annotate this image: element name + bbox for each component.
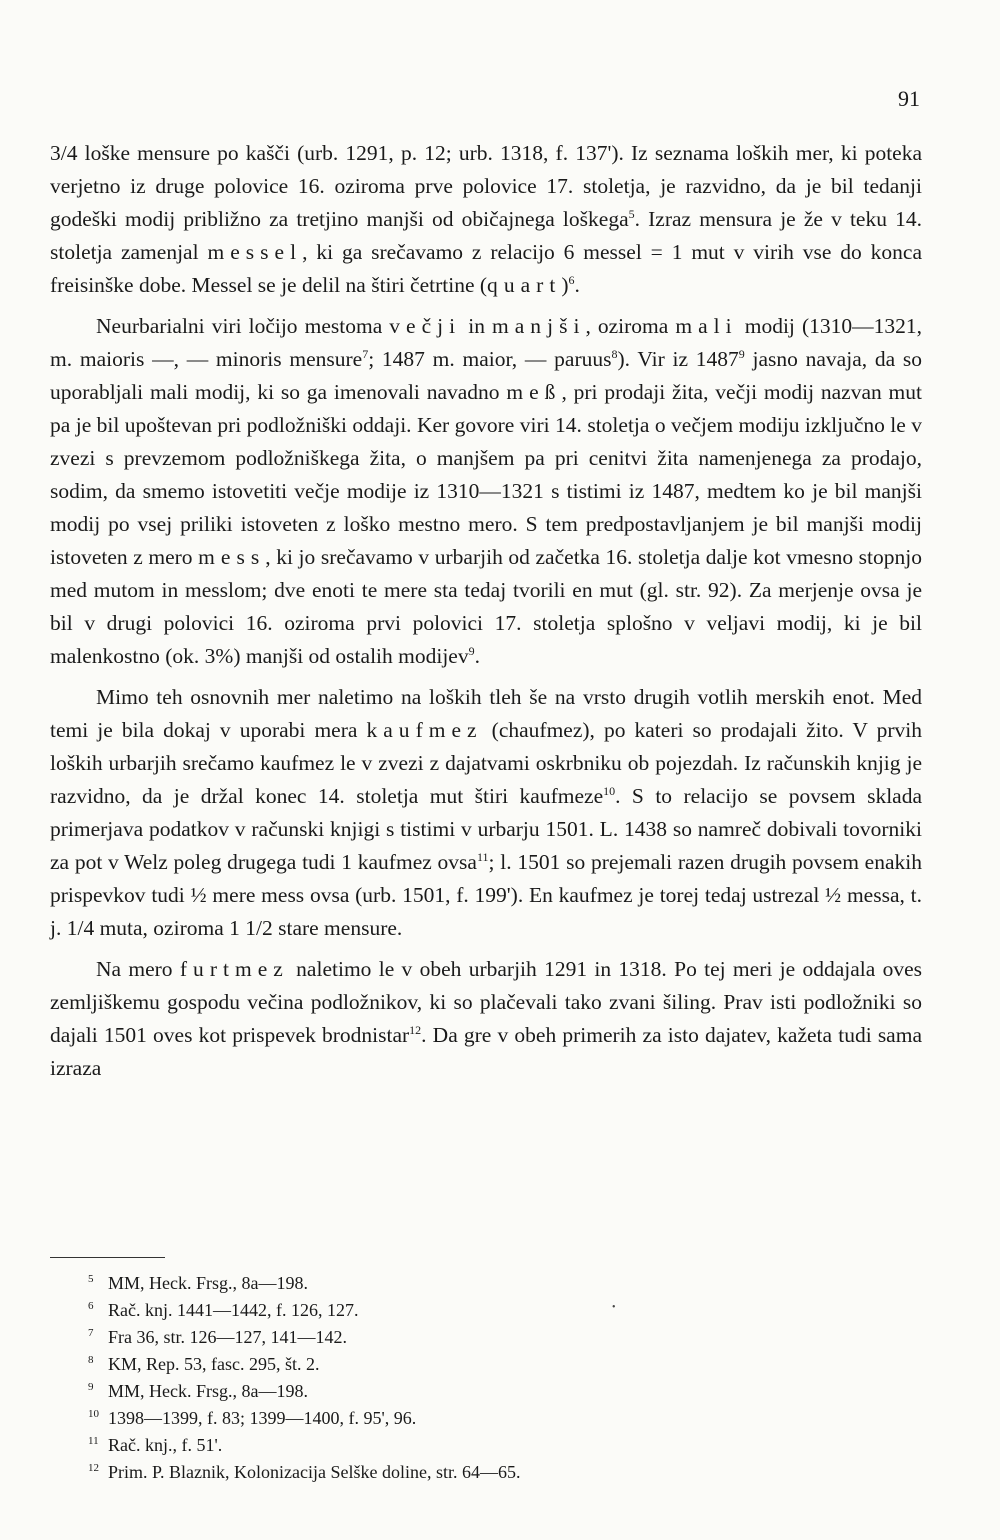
- footnote: 10 1398—1399, f. 83; 1399—1400, f. 95', 96.: [88, 1408, 417, 1428]
- footnote-ref: 7: [362, 346, 369, 361]
- footnote-text: MM, Heck. Frsg., 8a—198.: [108, 1273, 308, 1293]
- footnote-text: KM, Rep. 53, fasc. 295, št. 2.: [108, 1354, 320, 1374]
- footnote-text: Fra 36, str. 126—127, 141—142.: [108, 1327, 348, 1347]
- footnote-text: Rač. knj. 1441—1442, f. 126, 127.: [108, 1300, 359, 1320]
- paragraph-p2: Neurbarialni viri ločijo mestoma večji in manjši, oziroma mali modij (1310—1321, m. maioris —, — minoris mensure$^7$; 1487 m. maior, — paruus$^8$). Vir iz 1487$^9$ jasno navaja, da so uporabljali mali modij, ki so ga imenovali navadno meß, pri prodaji žita, večji modij nazvan mut pa je bil upoštevan pri podložniški oddaji. Ker govore viri 14. stoletja o večjem modiju izključno le v zvezi s prevzemom podložniškega žita, o manjšem pa pri cenitvi žita namenjenega za prodajo, sodim, da smemo istovetiti večje modije iz 1310—1321 s tistimi iz 1487, medtem ko je bil manjši modij po vsej priliki istoveten z loško mestno mero. S tem predpostavljanjem je bil manjši modij istoveten z mero mess, ki jo srečavamo v urbarjih od začetka 16. stoletja dalje kot vmesno stopnjo med mutom in messlom; dve enoti te mere sta tedaj tvorili en mut (gl. str. 92). Za merjenje ovsa je bil v drugi polovici 16. oziroma prvi polovici 17. stoletja splošno v veljavi modij, ki je bil malenkostno (ok. 3%) manjši od ostalih modijev$^9$.: [50, 314, 923, 668]
- footnote-ref: 9: [738, 346, 745, 361]
- footnote-ref: 10: [603, 783, 616, 798]
- paragraph-p4: Na mero furtmez naletimo le v obeh urbarjih 1291 in 1318. Po tej meri je oddajala oves zemljiškemu gospodu večina podložnikov, ki so plačevali tako zvani šiling. Prav isti podložniki so dajali 1501 oves kot prispevek brodnistar$^{12}$. Da gre v obeh primerih za isto dajatev, kažeta tudi sama izraza: [50, 957, 923, 1080]
- body-text: [50, 137, 922, 1085]
- footnote: 6 Rač. knj. 1441—1442, f. 126, 127.: [88, 1300, 359, 1320]
- footnote-ref: 9: [468, 643, 475, 658]
- footnote-text: 1398—1399, f. 83; 1399—1400, f. 95', 96.: [108, 1408, 417, 1428]
- print-speck: •: [612, 1302, 616, 1313]
- footnote: 8 KM, Rep. 53, fasc. 295, št. 2.: [88, 1354, 320, 1374]
- footnote-text: MM, Heck. Frsg., 8a—198.: [108, 1381, 308, 1401]
- spaced-term: manjši: [492, 314, 586, 338]
- footnote-separator: [50, 1257, 165, 1258]
- spaced-term: mess: [198, 545, 266, 569]
- paragraph-p3: Mimo teh osnovnih mer naletimo na loških tleh še na vrsto drugih votlih merskih enot. Med temi je bila dokaj v uporabi mera kaufmez (chaufmez), po kateri so prodajali žito. V prvih loških urbarjih srečamo kaufmez le v zvezi z dajatvami oskrbniku ob pojezdah. Iz računskih knjig je razvidno, da je držal konec 14. stoletja mut štiri kaufmeze$^{10}$. S to relacijo se povsem sklada primerjava podatkov v računski knjigi s tistimi v urbarju 1501. L. 1438 so namreč dobivali tovorniki za pot v Welz poleg drugega tudi 1 kaufmez ovsa$^{11}$; l. 1501 so prejemali razen drugih povsem enakih prispevkov tudi ½ mere mess ovsa (urb. 1501, f. 199'). En kaufmez je torej tedaj ustrezal ½ messa, t. j. 1/4 muta, oziroma 1 1/2 stare mensure.: [50, 685, 922, 940]
- spaced-term: mali: [675, 314, 738, 338]
- page-number: 91: [898, 86, 920, 111]
- footnote: 5 MM, Heck. Frsg., 8a—198.: [88, 1273, 308, 1293]
- spaced-term: quart: [487, 273, 562, 297]
- footnote-text: Prim. P. Blaznik, Kolonizacija Selške doline, str. 64—65.: [108, 1462, 521, 1482]
- footnote: 7 Fra 36, str. 126—127, 141—142.: [88, 1327, 348, 1347]
- footnote-ref: 6: [568, 272, 575, 287]
- footnote: 11 Rač. knj., f. 51'.: [88, 1435, 223, 1455]
- spaced-term: furtmez: [179, 957, 289, 981]
- paragraph-p1: 3/4 loške mensure po kašči (urb. 1291, p. 12; urb. 1318, f. 137'). Iz seznama loških mer, ki poteka verjetno iz druge polovice 16. oziroma prve polovice 17. stoletja, je razvidno, da je bil tedanji godeški modij približno za tretjino manjši od običajnega loškega$^5$. Izraz mensura je že v teku 14. stoletja zamenjal messel, ki ga srečavamo z relacijo 6 messel = 1 mut v virih vse do konca freisinške dobe. Messel se je delil na štiri četrtine (quart)$^6$.: [50, 141, 922, 297]
- spaced-term: messel: [207, 240, 303, 264]
- footnote-text: Rač. knj., f. 51'.: [108, 1435, 223, 1455]
- footnote-ref: 8: [611, 346, 618, 361]
- footnotes: [88, 1270, 848, 1486]
- footnote: 9 MM, Heck. Frsg., 8a—198.: [88, 1381, 308, 1401]
- footnote: 12 Prim. P. Blaznik, Kolonizacija Selške doline, str. 64—65.: [88, 1462, 521, 1482]
- spaced-term: kaufmez: [366, 718, 483, 742]
- spaced-term: meß: [506, 380, 562, 404]
- spaced-term: večji: [389, 314, 462, 338]
- footnote-ref: 11: [476, 849, 489, 864]
- footnote-ref: 5: [628, 206, 635, 221]
- footnote-ref: 12: [409, 1022, 422, 1037]
